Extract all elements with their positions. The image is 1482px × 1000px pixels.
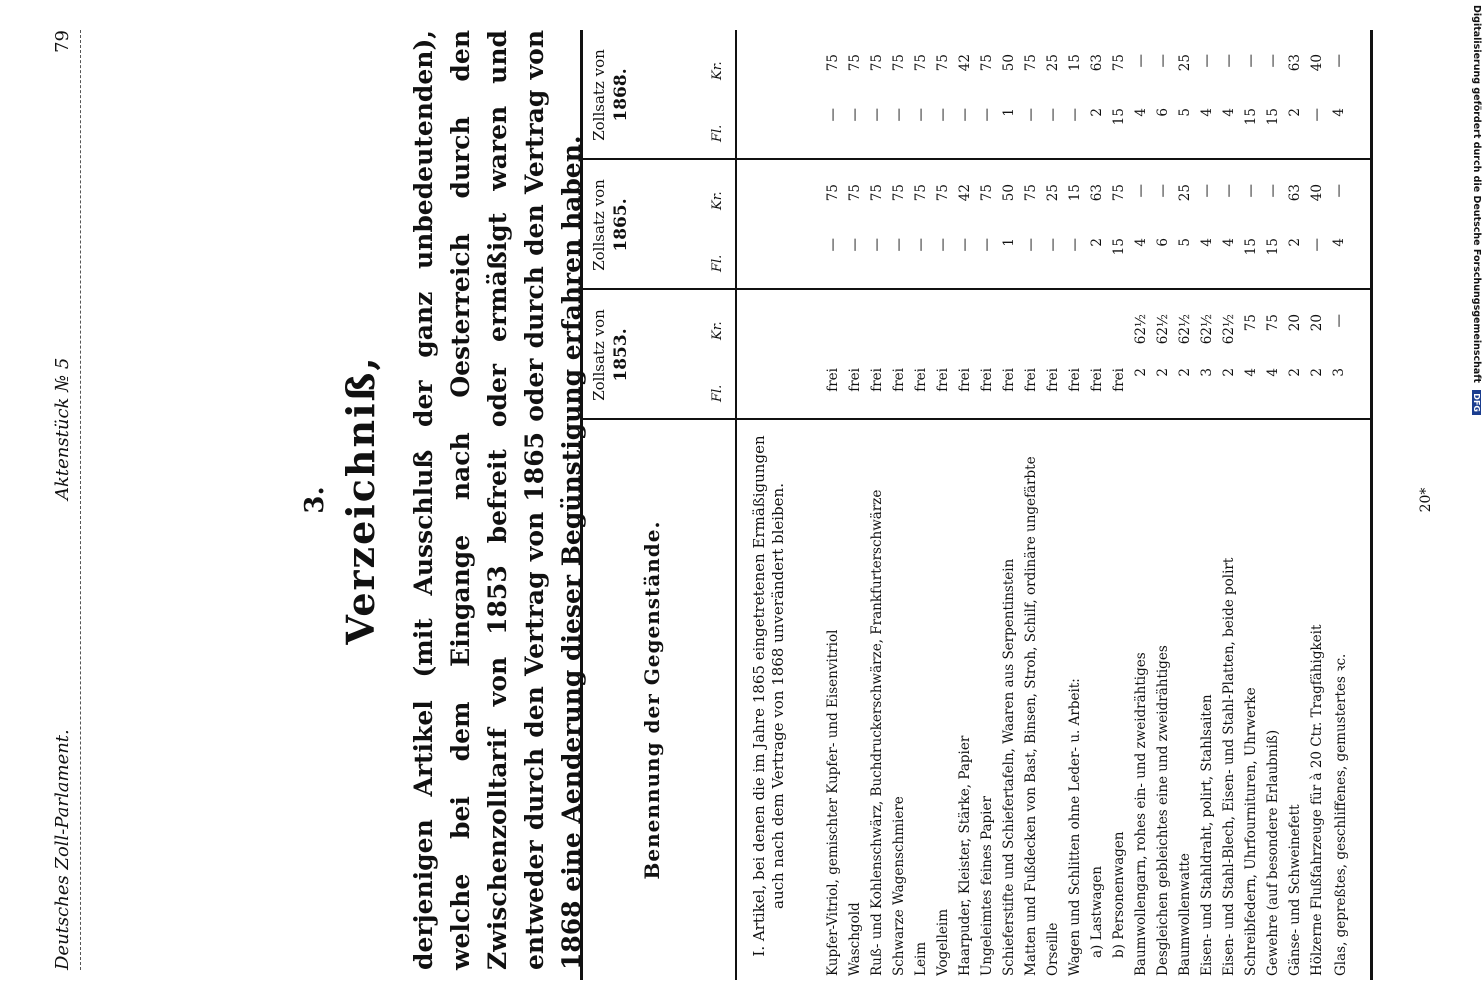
rate-c2fl: 15 xyxy=(1243,238,1259,256)
rate-c2fl: — xyxy=(913,238,929,252)
rate-c1kr: 62½ xyxy=(1221,314,1237,345)
rate-c2fl: — xyxy=(1067,238,1083,252)
rate-c2kr: — xyxy=(1133,184,1149,198)
rate-c3kr: 40 xyxy=(1309,54,1325,72)
rate-c1fl: frei xyxy=(979,368,995,392)
rate-c2kr: 75 xyxy=(1111,184,1127,202)
page-number: 79 xyxy=(52,30,73,53)
rate-c1kr: 62½ xyxy=(1199,314,1215,345)
item-name: Kupfer-Vitriol, gemischter Kupfer- und Eisenvitriol xyxy=(825,629,841,976)
rate-c1kr: 62½ xyxy=(1177,314,1193,345)
rate-c2kr: 75 xyxy=(913,184,929,202)
rate-c1kr: 62½ xyxy=(1133,314,1149,345)
signature-mark: 20* xyxy=(1418,487,1434,513)
table-row xyxy=(979,30,998,980)
rate-c3kr: — xyxy=(1221,54,1237,68)
rate-c2fl: — xyxy=(847,238,863,252)
rate-c3fl: 6 xyxy=(1155,108,1171,117)
rate-c1fl: 2 xyxy=(1133,368,1149,377)
rate-c3kr: 75 xyxy=(825,54,841,72)
sidebar-credit-text: Digitalisierung gefördert durch die Deutsche Forschungsgemeinschaft xyxy=(1471,5,1482,383)
rate-c3kr: 75 xyxy=(1023,54,1039,72)
rate-c2kr: 25 xyxy=(1045,184,1061,202)
rate-c2kr: — xyxy=(1243,184,1259,198)
rate-c2kr: 75 xyxy=(825,184,841,202)
rate-c1kr: 75 xyxy=(1243,314,1259,332)
rate-c2fl: 4 xyxy=(1331,238,1347,247)
table-row xyxy=(1001,30,1020,980)
rate-c1fl: frei xyxy=(1001,368,1017,392)
rate-c3fl: 5 xyxy=(1177,108,1193,117)
table-row xyxy=(869,30,888,980)
rate-c3kr: 75 xyxy=(891,54,907,72)
rate-c3fl: — xyxy=(935,108,951,122)
rate-c1fl: 4 xyxy=(1265,368,1281,377)
rate-c3fl: 15 xyxy=(1265,108,1281,126)
col-1868-year: 1868. xyxy=(611,68,631,122)
rate-c1fl: frei xyxy=(825,368,841,392)
item-name: Hölzerne Flußfahrzeuge für à 20 Ctr. Tragfähigkeit xyxy=(1309,624,1325,976)
rate-c3fl: — xyxy=(913,108,929,122)
rate-c3fl: — xyxy=(1309,108,1325,122)
table-row xyxy=(1067,30,1086,980)
rate-c3fl: 15 xyxy=(1243,108,1259,126)
rate-c1fl: 2 xyxy=(1155,368,1171,377)
rate-c1kr: 75 xyxy=(1265,314,1281,332)
table-row xyxy=(1265,30,1284,980)
name-column-header: Benennung der Gegenstände. xyxy=(640,520,664,880)
rate-c2fl: 15 xyxy=(1111,238,1127,256)
table-row xyxy=(1155,30,1174,980)
table-row xyxy=(957,30,976,980)
rate-c2fl: 4 xyxy=(1221,238,1237,247)
rate-c2kr: 40 xyxy=(1309,184,1325,202)
intro-paragraph: derjenigen Artikel (mit Ausschluß der ganz unbedeutenden), welche bei dem Eingange nach Oesterreich durch den Zwischenzolltarif von 1853 befreit oder ermäßigt waren und entweder durch den Vertrag von 1865 oder durch den Vertrag von 1868 eine Aenderung dieser Begünstigung erfahren haben. xyxy=(409,30,586,970)
rate-c2kr: 63 xyxy=(1089,184,1105,202)
unit-kr: Kr. xyxy=(710,321,725,340)
item-name: Glas, gepreßtes, geschliffenes, gemustertes ꝛc. xyxy=(1333,653,1349,976)
item-name: Haarpuder, Kleister, Stärke, Papier xyxy=(957,735,973,976)
rate-c2kr: 63 xyxy=(1287,184,1303,202)
header-document-number: Aktenstück № 5 xyxy=(52,357,73,500)
rate-c3kr: 75 xyxy=(869,54,885,72)
rate-c3fl: — xyxy=(1023,108,1039,122)
rate-c2fl: 5 xyxy=(1177,238,1193,247)
item-name: Leim xyxy=(913,941,929,976)
item-name: Baumwollenwatte xyxy=(1177,853,1193,976)
rate-c2fl: — xyxy=(1309,238,1325,252)
rate-c1fl: frei xyxy=(1089,368,1105,392)
unit-fl: Fl. xyxy=(710,124,725,142)
rate-c2fl: — xyxy=(825,238,841,252)
rate-c1fl: frei xyxy=(847,368,863,392)
unit-kr: Kr. xyxy=(710,61,725,80)
rate-c3fl: — xyxy=(869,108,885,122)
item-name: Schwarze Wagenschmiere xyxy=(891,796,907,976)
item-name: b) Personenwagen xyxy=(1111,831,1127,958)
rate-c1fl: frei xyxy=(1023,368,1039,392)
rate-c3kr: 25 xyxy=(1045,54,1061,72)
table-row xyxy=(1089,30,1108,980)
item-name: Desgleichen gebleichtes eine und zweidrähtiges xyxy=(1155,645,1171,976)
rate-c2fl: — xyxy=(1045,238,1061,252)
col-1865-header xyxy=(588,165,632,285)
rate-c1kr: 20 xyxy=(1309,314,1325,332)
table-row xyxy=(1309,30,1328,980)
rate-c3fl: 4 xyxy=(1133,108,1149,117)
rate-c3fl: — xyxy=(1045,108,1061,122)
rate-c3kr: — xyxy=(1133,54,1149,68)
table-row xyxy=(1133,30,1152,980)
rate-c1fl: frei xyxy=(869,368,885,392)
rate-c3fl: 2 xyxy=(1287,108,1303,117)
rate-c1fl: frei xyxy=(935,368,951,392)
rate-c2kr: — xyxy=(1221,184,1237,198)
rate-c3kr: — xyxy=(1331,54,1347,68)
rate-c2kr: 75 xyxy=(979,184,995,202)
rate-c3fl: 2 xyxy=(1089,108,1105,117)
rate-c2fl: 4 xyxy=(1133,238,1149,247)
table-header-rule xyxy=(735,30,737,980)
rate-c2kr: — xyxy=(1331,184,1347,198)
col-1868-label: Zollsatz von xyxy=(590,49,608,141)
dfg-logo: DFG xyxy=(1472,390,1481,415)
rate-c3fl: — xyxy=(1067,108,1083,122)
rate-c1fl: 4 xyxy=(1243,368,1259,377)
rate-c1fl: frei xyxy=(957,368,973,392)
rate-c3kr: 75 xyxy=(935,54,951,72)
rate-c3kr: 25 xyxy=(1177,54,1193,72)
rate-c1kr: 20 xyxy=(1287,314,1303,332)
rate-c3kr: 42 xyxy=(957,54,973,72)
item-name: Vogelleim xyxy=(935,908,951,976)
item-name: Waschgold xyxy=(847,902,863,976)
col-1865-label: Zollsatz von xyxy=(590,179,608,271)
rate-c3fl: — xyxy=(891,108,907,122)
rate-c3kr: 50 xyxy=(1001,54,1017,72)
rate-c3kr: — xyxy=(1243,54,1259,68)
table-row xyxy=(1111,30,1130,980)
item-name: Gewehre (auf besondere Erlaubniß) xyxy=(1265,729,1281,976)
unit-fl: Fl. xyxy=(710,384,725,402)
item-name: Matten und Fußdecken von Bast, Binsen, Stroh, Schilf, ordinäre ungefärbte xyxy=(1023,456,1039,976)
rate-c3kr: 63 xyxy=(1089,54,1105,72)
rate-c3kr: — xyxy=(1199,54,1215,68)
table-row xyxy=(1177,30,1196,980)
rate-c1fl: frei xyxy=(891,368,907,392)
rate-c1kr: 62½ xyxy=(1155,314,1171,345)
table-row xyxy=(847,30,866,980)
unit-kr: Kr. xyxy=(710,191,725,210)
running-header xyxy=(52,30,76,970)
rate-c2kr: 15 xyxy=(1067,184,1083,202)
rate-c2fl: 2 xyxy=(1089,238,1105,247)
rate-c2fl: — xyxy=(979,238,995,252)
rate-c3fl: — xyxy=(825,108,841,122)
sidebar-credit xyxy=(1471,5,1482,985)
header-left: Deutsches Zoll-Parlament. xyxy=(52,729,73,970)
table-row xyxy=(1199,30,1218,980)
table-row xyxy=(825,30,844,980)
rate-c2fl: 1 xyxy=(1001,238,1017,247)
item-name: Wagen und Schlitten ohne Leder- u. Arbeit: xyxy=(1067,678,1083,976)
table-bottom-rule xyxy=(1370,30,1373,980)
rate-c2kr: — xyxy=(1155,184,1171,198)
rate-c3kr: — xyxy=(1265,54,1281,68)
rate-c2kr: 42 xyxy=(957,184,973,202)
col-1853-label: Zollsatz von xyxy=(590,309,608,401)
table-top-rule xyxy=(580,30,583,980)
rate-c3fl: — xyxy=(979,108,995,122)
header-rule xyxy=(80,30,81,970)
rate-c3fl: — xyxy=(957,108,973,122)
rate-c3fl: 15 xyxy=(1111,108,1127,126)
table-row xyxy=(891,30,910,980)
rate-c1fl: 2 xyxy=(1309,368,1325,377)
table-row xyxy=(935,30,954,980)
rate-c2kr: 75 xyxy=(869,184,885,202)
table-row xyxy=(1243,30,1262,980)
item-name: Eisen- und Stahl-Blech, Eisen- und Stahl-Platten, beide polirt xyxy=(1221,557,1237,976)
rate-c1fl: 2 xyxy=(1221,368,1237,377)
rate-c3fl: 1 xyxy=(1001,108,1017,117)
col-1853-header xyxy=(588,295,632,415)
rate-c2fl: — xyxy=(891,238,907,252)
rate-c1fl: frei xyxy=(913,368,929,392)
table-row xyxy=(1045,30,1064,980)
rate-c3kr: 63 xyxy=(1287,54,1303,72)
col-1868-header xyxy=(588,35,632,155)
rate-c1fl: frei xyxy=(1045,368,1061,392)
rate-c2fl: — xyxy=(957,238,973,252)
rate-c2fl: 4 xyxy=(1199,238,1215,247)
rate-c3kr: — xyxy=(1155,54,1171,68)
rate-c3kr: 75 xyxy=(847,54,863,72)
rate-c1fl: 3 xyxy=(1331,368,1347,377)
col-1853-year: 1853. xyxy=(611,328,631,382)
rate-c2fl: — xyxy=(1023,238,1039,252)
rate-c2fl: — xyxy=(935,238,951,252)
rate-c2fl: 15 xyxy=(1265,238,1281,256)
rate-c1fl: frei xyxy=(1111,368,1127,392)
rate-c1kr: — xyxy=(1331,314,1347,328)
rate-c2fl: 6 xyxy=(1155,238,1171,247)
item-name: Baumwollengarn, rohes ein- und zweidrähtiges xyxy=(1133,652,1149,976)
rate-c1fl: 2 xyxy=(1177,368,1193,377)
rate-c2kr: 75 xyxy=(891,184,907,202)
rate-c3fl: 4 xyxy=(1331,108,1347,117)
rate-c2kr: — xyxy=(1265,184,1281,198)
item-name: Orseille xyxy=(1045,922,1061,976)
rate-c1fl: frei xyxy=(1067,368,1083,392)
rate-c2kr: 25 xyxy=(1177,184,1193,202)
rate-c3kr: 75 xyxy=(1111,54,1127,72)
item-name: Gänse- und Schweinefett xyxy=(1287,804,1303,976)
item-name: a) Lastwagen xyxy=(1089,866,1105,958)
item-name: Schieferstifte und Schiefertafeln, Waaren aus Serpentinstein xyxy=(1001,558,1017,976)
rate-c2kr: 75 xyxy=(847,184,863,202)
table-row xyxy=(1023,30,1042,980)
table-row xyxy=(1221,30,1240,980)
section-heading: I. Artikel, bei denen die im Jahre 1865 eingetretenen Ermäßigungen auch nach dem Vertrage von 1868 unverändert bleiben. xyxy=(750,435,787,957)
rate-c2fl: 2 xyxy=(1287,238,1303,247)
rate-c2kr: 75 xyxy=(1023,184,1039,202)
unit-fl: Fl. xyxy=(710,254,725,272)
rate-c3kr: 15 xyxy=(1067,54,1083,72)
table-row xyxy=(913,30,932,980)
rate-c3fl: — xyxy=(847,108,863,122)
section-number: 3. xyxy=(300,486,330,514)
rate-c3kr: 75 xyxy=(913,54,929,72)
col-1865-year: 1865. xyxy=(611,198,631,252)
rate-c3fl: 4 xyxy=(1199,108,1215,117)
rate-c2kr: — xyxy=(1199,184,1215,198)
rate-c1fl: 3 xyxy=(1199,368,1215,377)
rate-c3fl: 4 xyxy=(1221,108,1237,117)
tariff-table xyxy=(580,30,1380,980)
rate-c2kr: 50 xyxy=(1001,184,1017,202)
rate-c1fl: 2 xyxy=(1287,368,1303,377)
table-row xyxy=(1331,30,1350,980)
rate-c2fl: — xyxy=(869,238,885,252)
page-title: Verzeichniß, xyxy=(338,355,383,645)
item-name: Schreibfedern, Uhrfournituren, Uhrwerke xyxy=(1243,687,1259,976)
item-name: Eisen- und Stahldraht, polirt, Stahlsaiten xyxy=(1199,694,1215,976)
rate-c2kr: 75 xyxy=(935,184,951,202)
item-name: Ruß- und Kohlenschwärz, Buchdruckerschwärze, Frankfurterschwärze xyxy=(869,489,885,976)
table-row xyxy=(1287,30,1306,980)
rate-c3kr: 75 xyxy=(979,54,995,72)
item-name: Ungeleimtes feines Papier xyxy=(979,796,995,976)
